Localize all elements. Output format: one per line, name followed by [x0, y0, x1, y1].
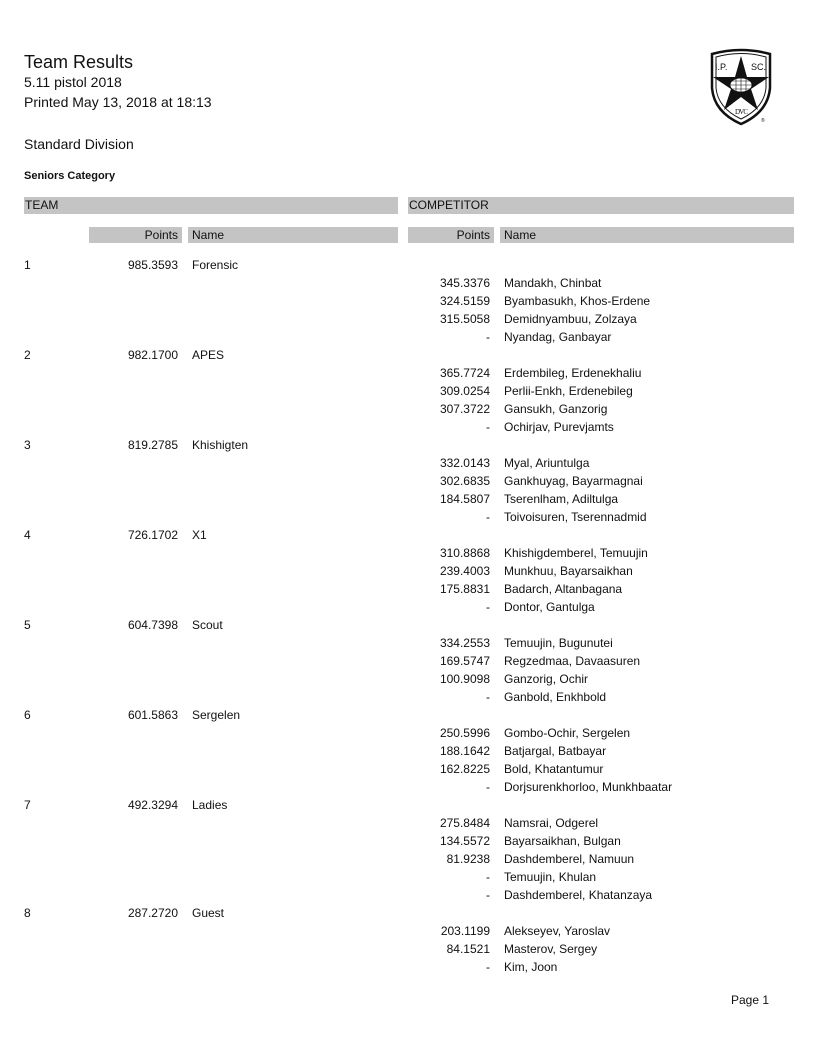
competitor-points: 184.5807	[439, 492, 490, 506]
competitor-points: 175.8831	[439, 582, 490, 596]
team-row	[0, 904, 816, 922]
competitor-row	[0, 724, 816, 742]
competitor-points: 345.3376	[439, 276, 490, 290]
team-rank: 2	[24, 348, 31, 362]
competitor-points: 315.5058	[439, 312, 490, 326]
team-column-band	[24, 197, 398, 214]
competitor-row	[0, 958, 816, 976]
competitor-row	[0, 562, 816, 580]
ipsc-logo	[708, 48, 774, 126]
competitor-name: Nyandag, Ganbayar	[504, 330, 612, 344]
svg-text:DVC: DVC	[735, 108, 748, 116]
match-name: 5.11 pistol 2018	[24, 74, 122, 90]
category-heading: Seniors Category	[24, 170, 116, 182]
team-row	[0, 256, 816, 274]
competitor-points: -	[486, 888, 490, 902]
team-points: 601.5863	[127, 708, 178, 722]
competitor-name: Toivoisuren, Tserennadmid	[504, 510, 647, 524]
competitor-points: -	[486, 510, 490, 524]
competitor-points: -	[486, 690, 490, 704]
competitor-points: -	[486, 870, 490, 884]
competitor-name: Kim, Joon	[504, 960, 558, 974]
competitor-subheader	[408, 227, 794, 243]
competitor-name: Myal, Ariuntulga	[504, 456, 590, 470]
competitor-row	[0, 418, 816, 436]
competitor-points: 188.1642	[439, 744, 490, 758]
competitor-row	[0, 508, 816, 526]
competitor-row	[0, 490, 816, 508]
competitor-name-header: Name	[504, 228, 537, 242]
competitor-name: Demidnyambuu, Zolzaya	[504, 312, 637, 326]
competitor-points: 310.8868	[439, 546, 490, 560]
svg-text:®: ®	[761, 118, 765, 124]
team-name: Scout	[192, 618, 223, 632]
competitor-name: Dorjsurenkhorloo, Munkhbaatar	[504, 780, 673, 794]
competitor-name: Dontor, Gantulga	[504, 600, 595, 614]
competitor-name: Namsrai, Odgerel	[504, 816, 599, 830]
competitor-points: 81.9238	[446, 852, 490, 866]
team-name: Ladies	[192, 798, 228, 812]
competitor-points: 250.5996	[439, 726, 490, 740]
competitor-name: Bayarsaikhan, Bulgan	[504, 834, 621, 848]
team-subheader	[89, 227, 398, 243]
competitor-name: Temuujin, Bugunutei	[504, 636, 613, 650]
team-name: Guest	[192, 906, 225, 920]
column-divider	[494, 227, 500, 243]
competitor-points: 365.7724	[439, 366, 490, 380]
competitor-name: Ganzorig, Ochir	[504, 672, 589, 686]
competitor-row	[0, 544, 816, 562]
team-row	[0, 346, 816, 364]
competitor-name: Mandakh, Chinbat	[504, 276, 602, 290]
competitor-name: Dashdemberel, Khatanzaya	[504, 888, 653, 902]
competitor-name: Ganbold, Enkhbold	[504, 690, 607, 704]
competitor-name: Gankhuyag, Bayarmagnai	[504, 474, 643, 488]
competitor-name: Byambasukh, Khos-Erdene	[504, 294, 651, 308]
team-rank: 7	[24, 798, 31, 812]
competitor-name: Badarch, Altanbagana	[504, 582, 623, 596]
team-rank: 8	[24, 906, 31, 920]
competitor-row	[0, 652, 816, 670]
team-name: Khishigten	[192, 438, 249, 452]
team-points: 819.2785	[127, 438, 178, 452]
competitor-row	[0, 364, 816, 382]
printed-date: Printed May 13, 2018 at 18:13	[24, 94, 212, 110]
competitor-row	[0, 742, 816, 760]
team-band-label: TEAM	[25, 198, 59, 212]
competitor-name: Alekseyev, Yaroslav	[504, 924, 611, 938]
competitor-points: 309.0254	[439, 384, 490, 398]
team-points: 726.1702	[127, 528, 178, 542]
column-divider	[182, 227, 188, 243]
competitor-row	[0, 580, 816, 598]
competitor-points: 203.1199	[440, 924, 490, 938]
competitor-points: -	[486, 960, 490, 974]
team-points: 985.3593	[127, 258, 178, 272]
competitor-points: 239.4003	[439, 564, 490, 578]
team-rank: 5	[24, 618, 31, 632]
competitor-points-header: Points	[456, 228, 490, 242]
competitor-name: Khishigdemberel, Temuujin	[504, 546, 648, 560]
competitor-row	[0, 328, 816, 346]
competitor-points: -	[486, 780, 490, 794]
team-row	[0, 436, 816, 454]
competitor-band-label: COMPETITOR	[409, 198, 489, 212]
competitor-row	[0, 310, 816, 328]
division-heading: Standard Division	[24, 136, 134, 152]
competitor-name: Regzedmaa, Davaasuren	[504, 654, 641, 668]
team-name: Sergelen	[192, 708, 241, 722]
competitor-points: -	[486, 330, 490, 344]
team-name: X1	[192, 528, 207, 542]
competitor-points: 334.2553	[439, 636, 490, 650]
competitor-points: 169.5747	[439, 654, 490, 668]
competitor-points: 332.0143	[439, 456, 490, 470]
team-points: 287.2720	[127, 906, 178, 920]
competitor-name: Munkhuu, Bayarsaikhan	[504, 564, 633, 578]
team-name-header: Name	[192, 228, 225, 242]
competitor-row	[0, 634, 816, 652]
competitor-row	[0, 454, 816, 472]
team-rank: 3	[24, 438, 31, 452]
competitor-row	[0, 868, 816, 886]
team-points-header: Points	[144, 228, 178, 242]
competitor-name: Tserenlham, Adiltulga	[504, 492, 619, 506]
competitor-name: Gombo-Ochir, Sergelen	[504, 726, 631, 740]
competitor-points: -	[486, 600, 490, 614]
team-points: 982.1700	[127, 348, 178, 362]
competitor-name: Bold, Khatantumur	[504, 762, 604, 776]
competitor-row	[0, 832, 816, 850]
competitor-row	[0, 778, 816, 796]
competitor-points: 84.1521	[446, 942, 490, 956]
competitor-points: 100.9098	[439, 672, 490, 686]
team-row	[0, 526, 816, 544]
competitor-name: Ochirjav, Purevjamts	[504, 420, 614, 434]
team-points: 492.3294	[127, 798, 178, 812]
team-name: Forensic	[192, 258, 239, 272]
svg-text:I.P.: I.P.	[715, 62, 728, 72]
competitor-name: Dashdemberel, Namuun	[504, 852, 635, 866]
competitor-name: Perlii-Enkh, Erdenebileg	[504, 384, 633, 398]
competitor-column-band	[408, 197, 794, 214]
team-row	[0, 706, 816, 724]
team-points: 604.7398	[127, 618, 178, 632]
team-rank: 4	[24, 528, 31, 542]
competitor-row	[0, 274, 816, 292]
competitor-points: 275.8484	[439, 816, 490, 830]
competitor-name: Temuujin, Khulan	[504, 870, 597, 884]
competitor-name: Batjargal, Batbayar	[504, 744, 607, 758]
competitor-points: 162.8225	[439, 762, 490, 776]
competitor-points: 307.3722	[439, 402, 490, 416]
competitor-row	[0, 472, 816, 490]
competitor-points: 324.5159	[439, 294, 490, 308]
competitor-name: Masterov, Sergey	[504, 942, 598, 956]
competitor-name: Erdembileg, Erdenekhaliu	[504, 366, 642, 380]
competitor-row	[0, 760, 816, 778]
competitor-name: Gansukh, Ganzorig	[504, 402, 608, 416]
team-row	[0, 616, 816, 634]
competitor-row	[0, 598, 816, 616]
results-table	[0, 256, 816, 976]
competitor-row	[0, 850, 816, 868]
competitor-row	[0, 400, 816, 418]
competitor-row	[0, 814, 816, 832]
page-number: Page 1	[731, 993, 770, 1007]
competitor-row	[0, 670, 816, 688]
competitor-row	[0, 886, 816, 904]
competitor-row	[0, 382, 816, 400]
team-rank: 1	[24, 258, 31, 272]
svg-text:SC.: SC.	[751, 62, 767, 72]
competitor-points: 302.6835	[439, 474, 490, 488]
competitor-row	[0, 940, 816, 958]
team-name: APES	[192, 348, 225, 362]
competitor-points: -	[486, 420, 490, 434]
competitor-row	[0, 292, 816, 310]
competitor-row	[0, 922, 816, 940]
competitor-row	[0, 688, 816, 706]
team-row	[0, 796, 816, 814]
team-rank: 6	[24, 708, 31, 722]
competitor-points: 134.5572	[439, 834, 490, 848]
report-title: Team Results	[24, 52, 134, 72]
